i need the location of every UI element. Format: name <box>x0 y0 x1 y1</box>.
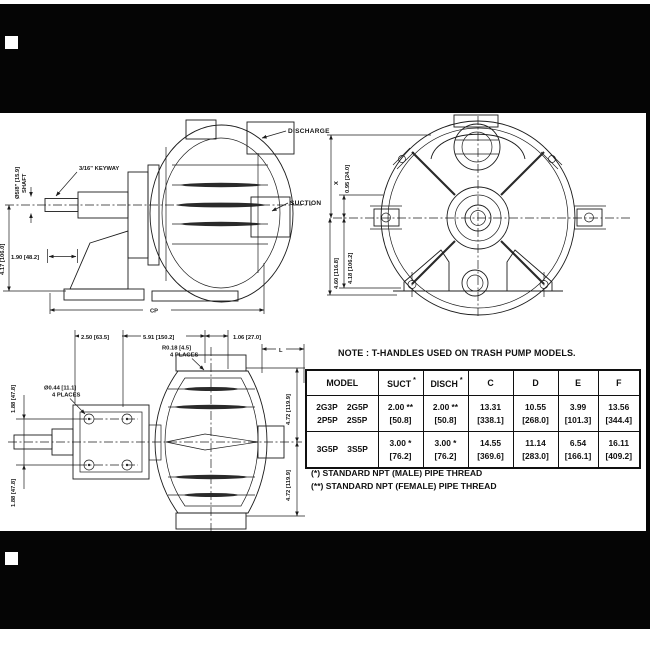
side-shaft-assembly <box>45 165 159 300</box>
shaft-dim-label-line1: Ø5/8" [15.9] <box>15 166 21 199</box>
top-left-dims <box>11 384 81 507</box>
radius-callout <box>162 346 204 371</box>
suct-footnote-mark: * <box>413 376 416 384</box>
right-top-label: 4.72 [119.9] <box>286 394 292 425</box>
top-band-white-mark <box>5 36 18 49</box>
holes-label-line2: 4 PLACES <box>52 392 81 399</box>
front-inner-height-dim <box>339 218 401 288</box>
top-width-dims <box>75 330 304 407</box>
radius-label-line2: 4 PLACES <box>170 352 199 359</box>
l-dim-label: L <box>279 348 283 354</box>
footnote-male-thread: (*) STANDARD NPT (MALE) PIPE THREAD <box>311 468 483 478</box>
header-disch: DISCH * <box>423 370 468 396</box>
disch-footnote-mark: * <box>459 376 463 384</box>
cell-disch: 3.00 * [76.2] <box>423 432 468 469</box>
shaft-length-label: 1.90 [48.2] <box>11 255 40 261</box>
cell-suct: 2.00 ** [50.8] <box>378 396 423 432</box>
header-suct: SUCT * <box>378 370 423 396</box>
holes-callout <box>44 386 85 415</box>
top-offset-label: 0.95 [24.0] <box>345 164 351 193</box>
front-x-dim <box>327 135 431 218</box>
cell-suct: 3.00 * [76.2] <box>378 432 423 469</box>
shaft-length-dim <box>11 249 78 263</box>
cell-model: 2G3P 2G5P 2P5P 2S5P <box>306 396 378 432</box>
front-top-offset-dim <box>339 165 383 218</box>
right-bottom-label: 4.72 [119.9] <box>286 470 292 501</box>
dimension-table <box>305 369 641 469</box>
header-c: C <box>468 370 513 396</box>
discharge-label: DISCHARGE <box>288 128 330 135</box>
half-bottom-label: 1.88 [47.8] <box>11 478 17 507</box>
shaft-dim-label-line2: SHAFT <box>22 173 28 193</box>
table-row <box>306 396 640 432</box>
cell-disch: 2.00 ** [50.8] <box>423 396 468 432</box>
cell-f: 13.56 [344.4] <box>598 396 640 432</box>
radius-label-line1: R0.18 [4.5] <box>162 345 191 352</box>
bottom-band-white-mark <box>5 552 18 565</box>
x-dim-label: X <box>334 181 340 185</box>
table-row <box>306 432 640 469</box>
keyway-callout <box>56 166 119 196</box>
port-width-label: 1.06 [27.0] <box>233 335 262 341</box>
header-f: F <box>598 370 640 396</box>
cell-d: 11.14 [283.0] <box>513 432 558 469</box>
body-width-label: 5.91 [150.2] <box>143 335 175 341</box>
table-header-row <box>306 370 640 396</box>
note-text: NOTE : T-HANDLES USED ON TRASH PUMP MODELS. <box>338 348 576 358</box>
half-top-label: 1.88 [47.8] <box>11 384 17 413</box>
top-view <box>0 325 320 533</box>
holes-label-line1: Ø0.44 [11.1] <box>44 385 77 392</box>
header-d: D <box>513 370 558 396</box>
shaft-diameter-dim <box>15 167 31 223</box>
header-e: E <box>558 370 598 396</box>
height-dim <box>0 205 66 291</box>
cell-model: 3G5P 3S5P <box>306 432 378 469</box>
side-suction-port <box>251 197 290 237</box>
top-black-band <box>0 4 650 113</box>
front-view <box>325 113 650 320</box>
inner-height-label: 4.18 [106.2] <box>348 252 354 284</box>
keyway-label: 3/16" KEYWAY <box>79 166 120 172</box>
front-centerlines <box>333 116 630 316</box>
outer-height-label: 4.60 [116.8] <box>334 258 340 289</box>
cell-d: 10.55 [268.0] <box>513 396 558 432</box>
front-outer-height-dim <box>327 218 397 295</box>
cp-dim-label: CP <box>150 308 159 315</box>
cell-f: 16.11 [409.2] <box>598 432 640 469</box>
cell-c: 14.55 [369.6] <box>468 432 513 469</box>
cell-c: 13.31 [338.1] <box>468 396 513 432</box>
footnote-female-thread: (**) STANDARD NPT (FEMALE) PIPE THREAD <box>311 481 497 491</box>
side-view <box>0 113 335 320</box>
mount-width-label: 2.50 [63.5] <box>81 335 110 341</box>
bottom-black-band <box>0 531 650 629</box>
discharge-callout <box>262 128 330 138</box>
height-dim-label: 4.17 [106.0] <box>0 243 6 275</box>
header-model: MODEL <box>306 370 378 396</box>
cell-e: 6.54 [166.1] <box>558 432 598 469</box>
suction-label: SUCTION <box>290 200 322 207</box>
side-pump-casing <box>150 120 293 302</box>
cell-e: 3.99 [101.3] <box>558 396 598 432</box>
